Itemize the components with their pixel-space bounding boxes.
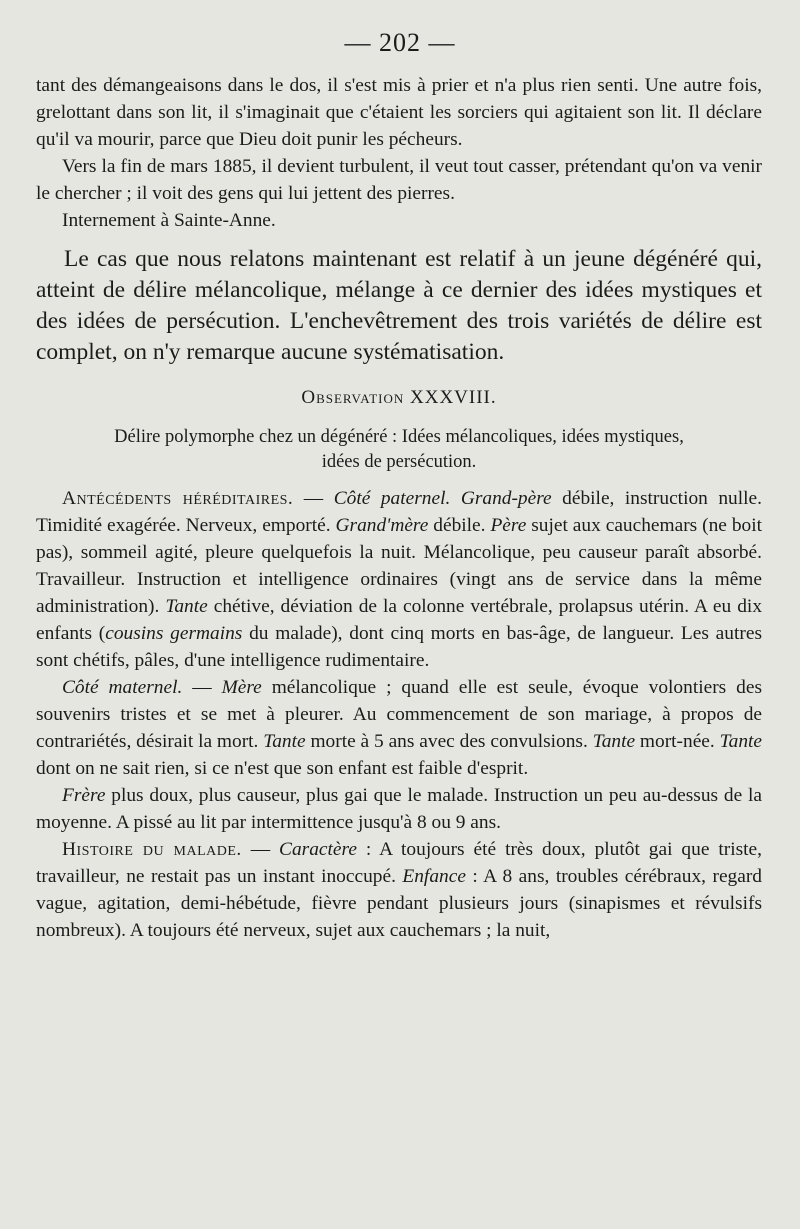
intro-paragraph-large: Le cas que nous relatons maintenant est relatif à un jeune dégénéré qui, atteint de délire mélancolique, mélange à ce dernier des idées mystiques et des idées de persécution. L'enchevêtrement des trois variétés de délire est complet, on n'y remarque aucune systématisation. <box>36 246 762 365</box>
aunt-label: Tante <box>719 731 763 752</box>
cousins-text: du malade), dont cinq morts en bas-âge, de langueur. Les autres sont chétifs, pâles, d'une intelligence rudimentaire. <box>36 623 762 671</box>
aunt-label: Tante <box>592 731 636 752</box>
grandmother-label: Grand'mère <box>335 515 429 536</box>
father-label: Père <box>490 515 527 536</box>
paragraph-history <box>36 836 762 944</box>
character-text: : A toujours été très doux, plutôt gai que triste, travailleur, ne restait pas un instant inoccupé. <box>36 839 762 887</box>
cousins-label: cousins germains <box>105 623 243 644</box>
grandfather-label: Grand-père <box>460 488 552 509</box>
paragraph-maternal <box>36 674 762 782</box>
aunt-text: chétive, déviation de la colonne vertébrale, prolapsus utérin. A eu dix enfants ( <box>36 596 763 644</box>
grandfather-text: débile, instruction nulle. Timidité exagérée. Nerveux, emporté. <box>36 488 762 536</box>
page-number: — 202 — <box>344 28 456 57</box>
observation-summary-line-2: idées de persécution. <box>321 452 477 472</box>
character-label: Caractère <box>279 839 357 860</box>
childhood-label: Enfance <box>402 866 466 887</box>
dash: — <box>293 488 334 509</box>
aunt-text: dont on ne sait rien, si ce n'est que son enfant est faible d'esprit. <box>36 758 529 779</box>
paragraph-brother <box>36 782 762 836</box>
brother-text: plus doux, plus causeur, plus gai que le malade. Instruction un peu au-dessus de la moyenne. A pissé au lit par intermittence jusqu'à 8 ou 9 ans. <box>36 785 762 833</box>
history-heading: Histoire du malade. <box>62 839 242 860</box>
maternal-side-label: Côté maternel. <box>62 677 183 698</box>
dash: — <box>241 839 280 860</box>
childhood-text: : A 8 ans, troubles cérébraux, regard vague, agitation, demi-hébétude, fièvre pendant plusieurs jours (sinapismes et révulsifs nombreux). A toujours été nerveux, sujet aux cauchemars ; la nuit, <box>36 866 763 941</box>
mother-text: mélancolique ; quand elle est seule, évoque volontiers des souvenirs tristes et se met à pleurer. Au commencement de son mariage, à propos de contrariétés, désirait la mort. <box>36 677 762 752</box>
aunt-label: Tante <box>263 731 306 752</box>
internement-line: Internement à Sainte-Anne. <box>62 210 276 231</box>
observation-summary-line-1: Délire polymorphe chez un dégénéré : Idées mélancoliques, idées mystiques, <box>114 427 684 447</box>
paragraph-continuation: tant des démangeaisons dans le dos, il s'est mis à prier et n'a plus rien senti. Une autre fois, grelottant dans son lit, il s'imaginait que c'étaient les sorciers qui agitaient son lit. Il déclare qu'il va mourir, parce que Dieu doit punir les pécheurs. <box>36 75 762 150</box>
mother-label: Mère <box>221 677 262 698</box>
grandmother-text: débile. <box>428 515 491 536</box>
aunt-text: morte à 5 ans avec des convulsions. <box>305 731 593 752</box>
brother-label: Frère <box>62 785 106 806</box>
antecedents-heading: Antécédents héréditaires. <box>62 488 294 509</box>
paragraph-march-1885: Vers la fin de mars 1885, il devient turbulent, il veut tout casser, prétendant qu'on va venir le chercher ; il voit des gens qui lui jettent des pierres. <box>36 156 762 204</box>
aunt-label: Tante <box>165 596 208 617</box>
dash: — <box>182 677 222 698</box>
paragraph-antecedents <box>36 485 762 674</box>
observation-title: Observation XXXVIII. <box>301 387 497 408</box>
observation-summary <box>36 425 762 475</box>
aunt-text: mort-née. <box>635 731 720 752</box>
father-text: sujet aux cauchemars (ne boit pas), sommeil agité, pleure quelquefois la nuit. Mélancolique, peu causeur paraît absorbé. Travailleur. Instruction et intelligence ordinaires (vingt ans de service dans la même administration). <box>36 515 763 617</box>
paternal-side-label: Côté paternel. <box>333 488 451 509</box>
page-body <box>36 72 762 944</box>
